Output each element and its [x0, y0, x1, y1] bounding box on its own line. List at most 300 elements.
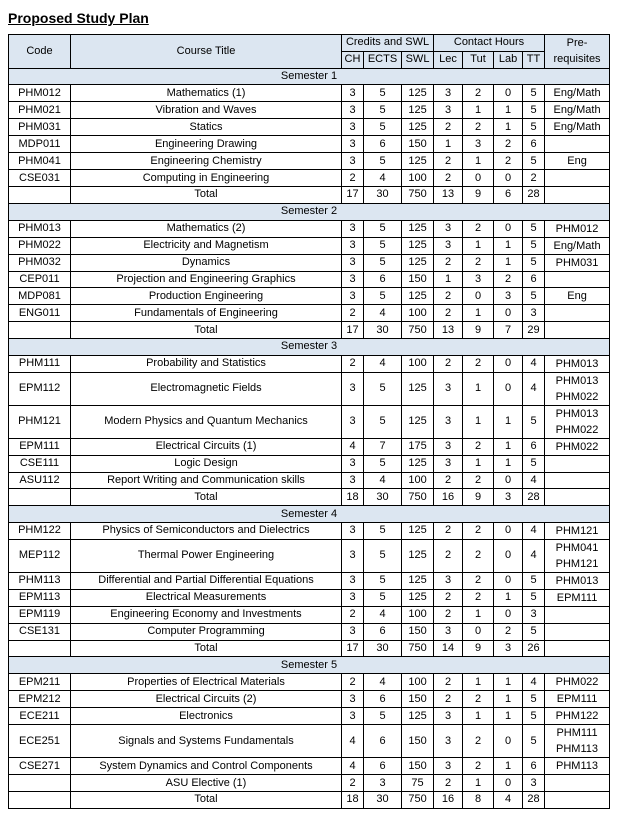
- course-lec: 2: [434, 170, 463, 187]
- course-title: Differential and Partial Differential Equations: [71, 572, 342, 589]
- semester-header-row: [9, 657, 610, 674]
- total-ects: 30: [364, 489, 402, 506]
- total-swl: 750: [402, 186, 434, 203]
- course-tut: 3: [463, 271, 494, 288]
- course-lec: 3: [434, 708, 463, 725]
- course-tut: 1: [463, 455, 494, 472]
- course-lec: 3: [434, 220, 463, 237]
- course-lab: 1: [494, 102, 523, 119]
- course-tt: 5: [523, 708, 545, 725]
- total-tt: 28: [523, 186, 545, 203]
- semester-label: Semester 3: [9, 338, 610, 355]
- total-empty-code: [9, 489, 71, 506]
- course-title: Properties of Electrical Materials: [71, 674, 342, 691]
- course-ch: 3: [342, 691, 364, 708]
- total-swl: 750: [402, 322, 434, 339]
- course-swl: 100: [402, 170, 434, 187]
- course-ch: 2: [342, 305, 364, 322]
- course-lab: 1: [494, 119, 523, 136]
- course-swl: 125: [402, 372, 434, 405]
- course-ects: 5: [364, 220, 402, 237]
- course-ch: 3: [342, 405, 364, 438]
- total-empty-code: [9, 640, 71, 657]
- course-lab: 1: [494, 237, 523, 254]
- course-ch: 2: [342, 606, 364, 623]
- course-row: [9, 539, 610, 572]
- total-tut: 9: [463, 186, 494, 203]
- prerequisite-code: PHM013: [555, 574, 599, 587]
- course-row: [9, 102, 610, 119]
- course-ch: 3: [342, 153, 364, 170]
- course-tt: 5: [523, 623, 545, 640]
- course-prerequisites: [545, 438, 610, 455]
- course-ch: 3: [342, 522, 364, 539]
- course-prerequisites: [545, 572, 610, 589]
- course-row: [9, 691, 610, 708]
- course-swl: 125: [402, 589, 434, 606]
- prerequisite-code: PHM022: [555, 390, 599, 403]
- course-row: [9, 170, 610, 187]
- course-lec: 2: [434, 355, 463, 372]
- semester-header-row: [9, 203, 610, 220]
- course-tt: 5: [523, 405, 545, 438]
- course-ch: 3: [342, 472, 364, 489]
- prerequisite-code: PHM031: [555, 256, 599, 269]
- prerequisite-code: EPM111: [556, 693, 598, 706]
- total-lab: 3: [494, 640, 523, 657]
- course-code: PHM122: [9, 522, 71, 539]
- course-title: ASU Elective (1): [71, 775, 342, 792]
- course-ects: 4: [364, 355, 402, 372]
- total-empty-prereq: [545, 640, 610, 657]
- course-prerequisites: [545, 472, 610, 489]
- course-title: Computer Programming: [71, 623, 342, 640]
- total-label: Total: [71, 322, 342, 339]
- course-swl: 125: [402, 288, 434, 305]
- course-prerequisites: [545, 153, 610, 170]
- course-code: CSE131: [9, 623, 71, 640]
- course-swl: 100: [402, 674, 434, 691]
- course-ects: 5: [364, 405, 402, 438]
- course-lab: 0: [494, 85, 523, 102]
- course-ects: 4: [364, 305, 402, 322]
- course-lab: 1: [494, 758, 523, 775]
- course-ch: 3: [342, 708, 364, 725]
- course-tut: 1: [463, 674, 494, 691]
- course-tut: 2: [463, 589, 494, 606]
- course-prerequisites: [545, 237, 610, 254]
- course-code: PHM032: [9, 254, 71, 271]
- course-lec: 1: [434, 271, 463, 288]
- course-tut: 0: [463, 170, 494, 187]
- course-lab: 1: [494, 455, 523, 472]
- course-ch: 4: [342, 438, 364, 455]
- course-ects: 6: [364, 725, 402, 758]
- course-row: [9, 725, 610, 758]
- course-tt: 5: [523, 153, 545, 170]
- total-tt: 26: [523, 640, 545, 657]
- total-lab: 7: [494, 322, 523, 339]
- course-lab: 2: [494, 623, 523, 640]
- course-lab: 0: [494, 170, 523, 187]
- course-lec: 3: [434, 372, 463, 405]
- course-ects: 5: [364, 237, 402, 254]
- course-ch: 4: [342, 758, 364, 775]
- course-lec: 3: [434, 455, 463, 472]
- course-lab: 1: [494, 438, 523, 455]
- course-tut: 1: [463, 372, 494, 405]
- course-ects: 5: [364, 522, 402, 539]
- course-tut: 1: [463, 405, 494, 438]
- semester-header-row: [9, 68, 610, 85]
- course-ch: 3: [342, 623, 364, 640]
- course-ch: 3: [342, 271, 364, 288]
- course-ects: 4: [364, 170, 402, 187]
- total-tt: 28: [523, 489, 545, 506]
- course-ects: 5: [364, 85, 402, 102]
- course-tt: 5: [523, 691, 545, 708]
- course-lec: 1: [434, 136, 463, 153]
- course-lab: 1: [494, 708, 523, 725]
- total-lec: 14: [434, 640, 463, 657]
- course-tut: 2: [463, 220, 494, 237]
- header-credits-group: Credits and SWL: [342, 35, 434, 52]
- course-ects: 4: [364, 606, 402, 623]
- course-tt: 5: [523, 102, 545, 119]
- table-header: [9, 35, 610, 69]
- course-ects: 4: [364, 472, 402, 489]
- course-row: [9, 775, 610, 792]
- course-swl: 100: [402, 355, 434, 372]
- course-row: [9, 674, 610, 691]
- course-row: [9, 472, 610, 489]
- total-swl: 750: [402, 489, 434, 506]
- course-row: [9, 220, 610, 237]
- course-tut: 1: [463, 708, 494, 725]
- total-lec: 13: [434, 186, 463, 203]
- course-title: Electronics: [71, 708, 342, 725]
- header-code: Code: [9, 35, 71, 69]
- semester-label: Semester 2: [9, 203, 610, 220]
- total-ch: 18: [342, 791, 364, 808]
- prerequisite-code: Eng: [567, 290, 587, 303]
- course-swl: 100: [402, 305, 434, 322]
- course-prerequisites: [545, 623, 610, 640]
- course-swl: 150: [402, 691, 434, 708]
- course-title: Electromagnetic Fields: [71, 372, 342, 405]
- course-lab: 0: [494, 606, 523, 623]
- total-empty-prereq: [545, 791, 610, 808]
- course-title: Electrical Circuits (1): [71, 438, 342, 455]
- course-title: Mathematics (2): [71, 220, 342, 237]
- course-row: [9, 606, 610, 623]
- course-tt: 6: [523, 271, 545, 288]
- prerequisite-code: PHM111: [556, 727, 598, 740]
- course-title: Electricity and Magnetism: [71, 237, 342, 254]
- total-ch: 17: [342, 186, 364, 203]
- total-tut: 9: [463, 322, 494, 339]
- course-row: [9, 438, 610, 455]
- course-prerequisites: [545, 539, 610, 572]
- course-ects: 5: [364, 372, 402, 405]
- total-lab: 3: [494, 489, 523, 506]
- course-lec: 2: [434, 674, 463, 691]
- course-lec: 3: [434, 725, 463, 758]
- course-row: [9, 305, 610, 322]
- course-lec: 2: [434, 119, 463, 136]
- course-swl: 125: [402, 119, 434, 136]
- course-tut: 1: [463, 153, 494, 170]
- course-ects: 7: [364, 438, 402, 455]
- course-code: MEP112: [9, 539, 71, 572]
- total-swl: 750: [402, 791, 434, 808]
- course-ch: 2: [342, 775, 364, 792]
- course-swl: 150: [402, 623, 434, 640]
- course-code: ECE251: [9, 725, 71, 758]
- course-code: PHM041: [9, 153, 71, 170]
- course-tt: 3: [523, 606, 545, 623]
- course-code: PHM013: [9, 220, 71, 237]
- course-ch: 2: [342, 170, 364, 187]
- course-lec: 2: [434, 153, 463, 170]
- course-swl: 125: [402, 102, 434, 119]
- course-tt: 5: [523, 589, 545, 606]
- course-row: [9, 623, 610, 640]
- course-prerequisites: [545, 589, 610, 606]
- course-tut: 3: [463, 136, 494, 153]
- course-tt: 6: [523, 758, 545, 775]
- prerequisite-code: PHM041: [555, 541, 599, 554]
- semester-header-row: [9, 338, 610, 355]
- study-plan-table: [8, 34, 610, 809]
- total-ch: 17: [342, 322, 364, 339]
- course-title: System Dynamics and Control Components: [71, 758, 342, 775]
- course-tut: 2: [463, 355, 494, 372]
- course-lab: 0: [494, 305, 523, 322]
- course-code: CSE271: [9, 758, 71, 775]
- course-tut: 2: [463, 85, 494, 102]
- course-lab: 1: [494, 405, 523, 438]
- course-prerequisites: [545, 606, 610, 623]
- course-ects: 5: [364, 708, 402, 725]
- course-prerequisites: [545, 758, 610, 775]
- total-row: [9, 489, 610, 506]
- total-row: [9, 186, 610, 203]
- course-prerequisites: [545, 405, 610, 438]
- course-tt: 2: [523, 170, 545, 187]
- header-tut: Tut: [463, 51, 494, 68]
- course-swl: 100: [402, 472, 434, 489]
- course-prerequisites: [545, 691, 610, 708]
- course-ects: 4: [364, 674, 402, 691]
- total-lab: 6: [494, 186, 523, 203]
- course-row: [9, 372, 610, 405]
- course-tt: 5: [523, 725, 545, 758]
- course-ch: 3: [342, 589, 364, 606]
- course-lec: 2: [434, 522, 463, 539]
- course-prerequisites: [545, 220, 610, 237]
- header-prereq-line2: requisites: [553, 53, 601, 66]
- total-tut: 9: [463, 489, 494, 506]
- course-ects: 6: [364, 758, 402, 775]
- total-label: Total: [71, 186, 342, 203]
- course-row: [9, 405, 610, 438]
- course-row: [9, 119, 610, 136]
- course-lec: 3: [434, 623, 463, 640]
- total-row: [9, 791, 610, 808]
- course-prerequisites: [545, 288, 610, 305]
- course-swl: 125: [402, 153, 434, 170]
- course-ects: 5: [364, 572, 402, 589]
- semester-label: Semester 5: [9, 657, 610, 674]
- header-ects: ECTS: [364, 51, 402, 68]
- course-ch: 3: [342, 572, 364, 589]
- course-title: Signals and Systems Fundamentals: [71, 725, 342, 758]
- course-ects: 5: [364, 539, 402, 572]
- course-tut: 2: [463, 254, 494, 271]
- course-tut: 2: [463, 522, 494, 539]
- course-swl: 125: [402, 522, 434, 539]
- course-code: EPM119: [9, 606, 71, 623]
- header-lab: Lab: [494, 51, 523, 68]
- course-tt: 5: [523, 288, 545, 305]
- course-lab: 2: [494, 153, 523, 170]
- course-tt: 4: [523, 674, 545, 691]
- course-ects: 6: [364, 136, 402, 153]
- course-row: [9, 237, 610, 254]
- course-title: Engineering Chemistry: [71, 153, 342, 170]
- prerequisite-code: PHM122: [555, 710, 599, 723]
- course-tt: 5: [523, 119, 545, 136]
- course-tut: 2: [463, 572, 494, 589]
- prerequisite-code: PHM013: [555, 407, 599, 420]
- header-tt: TT: [523, 51, 545, 68]
- course-row: [9, 85, 610, 102]
- course-tt: 4: [523, 522, 545, 539]
- course-title: Engineering Economy and Investments: [71, 606, 342, 623]
- course-lec: 2: [434, 254, 463, 271]
- course-title: Electrical Circuits (2): [71, 691, 342, 708]
- header-prerequisites: [545, 35, 610, 69]
- course-ch: 3: [342, 455, 364, 472]
- course-prerequisites: [545, 271, 610, 288]
- course-lab: 2: [494, 136, 523, 153]
- course-ch: 3: [342, 102, 364, 119]
- course-tt: 5: [523, 254, 545, 271]
- course-lec: 3: [434, 85, 463, 102]
- course-lab: 0: [494, 522, 523, 539]
- course-tut: 0: [463, 623, 494, 640]
- course-tut: 2: [463, 725, 494, 758]
- total-ects: 30: [364, 791, 402, 808]
- course-prerequisites: [545, 170, 610, 187]
- course-title: Dynamics: [71, 254, 342, 271]
- course-code: ASU112: [9, 472, 71, 489]
- course-title: Physics of Semiconductors and Dielectrics: [71, 522, 342, 539]
- course-tt: 4: [523, 355, 545, 372]
- prerequisite-code: Eng/Math: [553, 239, 601, 252]
- course-row: [9, 136, 610, 153]
- prerequisite-code: PHM022: [555, 676, 599, 689]
- course-swl: 125: [402, 254, 434, 271]
- course-tt: 5: [523, 572, 545, 589]
- total-ects: 30: [364, 322, 402, 339]
- header-ch: CH: [342, 51, 364, 68]
- course-tt: 4: [523, 472, 545, 489]
- course-swl: 125: [402, 455, 434, 472]
- header-contact-group: Contact Hours: [434, 35, 545, 52]
- course-tt: 4: [523, 539, 545, 572]
- course-code: CEP011: [9, 271, 71, 288]
- course-lab: 0: [494, 372, 523, 405]
- total-empty-code: [9, 186, 71, 203]
- course-prerequisites: [545, 455, 610, 472]
- course-row: [9, 153, 610, 170]
- course-title: Mathematics (1): [71, 85, 342, 102]
- course-code: EPM113: [9, 589, 71, 606]
- header-swl: SWL: [402, 51, 434, 68]
- course-lec: 3: [434, 758, 463, 775]
- course-swl: 150: [402, 271, 434, 288]
- course-lec: 2: [434, 691, 463, 708]
- course-tut: 0: [463, 288, 494, 305]
- course-code: PHM121: [9, 405, 71, 438]
- course-row: [9, 589, 610, 606]
- course-tut: 1: [463, 237, 494, 254]
- course-lec: 2: [434, 305, 463, 322]
- course-lab: 1: [494, 674, 523, 691]
- semester-label: Semester 4: [9, 506, 610, 523]
- course-ch: 3: [342, 539, 364, 572]
- course-code: PHM021: [9, 102, 71, 119]
- course-swl: 125: [402, 220, 434, 237]
- course-lec: 3: [434, 102, 463, 119]
- course-tut: 2: [463, 691, 494, 708]
- total-empty-prereq: [545, 489, 610, 506]
- course-code: EPM111: [9, 438, 71, 455]
- total-ch: 18: [342, 489, 364, 506]
- total-label: Total: [71, 489, 342, 506]
- prerequisite-code: PHM113: [556, 760, 599, 773]
- course-lab: 2: [494, 271, 523, 288]
- course-lab: 0: [494, 775, 523, 792]
- course-row: [9, 455, 610, 472]
- course-tt: 5: [523, 85, 545, 102]
- course-swl: 75: [402, 775, 434, 792]
- course-row: [9, 271, 610, 288]
- course-ch: 3: [342, 237, 364, 254]
- course-lec: 2: [434, 539, 463, 572]
- course-title: Vibration and Waves: [71, 102, 342, 119]
- course-swl: 125: [402, 708, 434, 725]
- total-lec: 16: [434, 489, 463, 506]
- course-title: Logic Design: [71, 455, 342, 472]
- course-ects: 3: [364, 775, 402, 792]
- header-prereq-line1: Pre-: [566, 37, 588, 50]
- course-tt: 3: [523, 305, 545, 322]
- course-swl: 125: [402, 85, 434, 102]
- course-ch: 2: [342, 674, 364, 691]
- semester-label: Semester 1: [9, 68, 610, 85]
- total-label: Total: [71, 640, 342, 657]
- course-ch: 2: [342, 355, 364, 372]
- course-code: CSE111: [9, 455, 71, 472]
- course-ch: 3: [342, 288, 364, 305]
- prerequisite-code: PHM121: [555, 557, 599, 570]
- course-tut: 1: [463, 606, 494, 623]
- course-prerequisites: [545, 522, 610, 539]
- course-ects: 6: [364, 623, 402, 640]
